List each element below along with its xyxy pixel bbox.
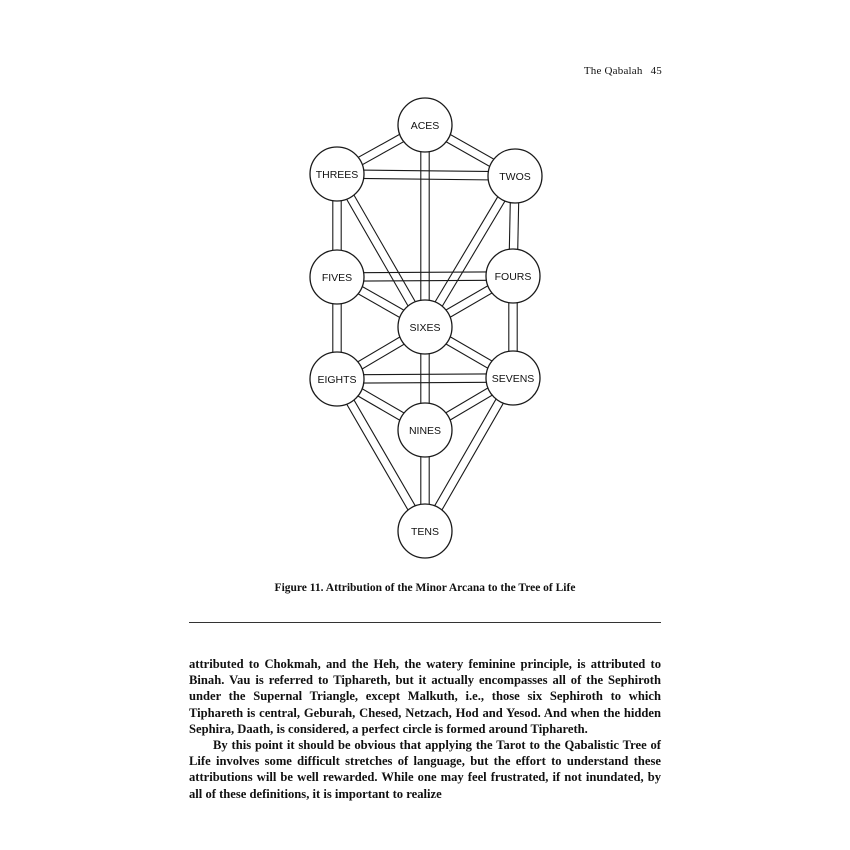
node-label: THREES [315, 169, 359, 181]
node-label: TENS [410, 526, 440, 538]
node-sixes [398, 300, 452, 354]
node-nines [398, 403, 452, 457]
divider-rule [189, 622, 661, 623]
node-fours [486, 249, 540, 303]
node-label: SIXES [409, 322, 441, 334]
node-twos [488, 149, 542, 203]
figure-caption: Figure 11. Attribution of the Minor Arcana to the Tree of Life [274, 582, 576, 594]
node-fives [310, 250, 364, 304]
page-number: 45 [650, 65, 662, 77]
node-tens [398, 504, 452, 558]
paragraph-2: By this point it should be obvious that applying the Tarot to the Qabalistic Tree of Life involves some difficult stretches of language, but the effort to understand these attributions will be well rewarded. While one may feel frustrated, if not inundated, by all of these definitions, it is important to realize [189, 738, 661, 801]
node-label: NINES [408, 425, 442, 437]
tree-nodes [310, 98, 542, 558]
node-label: FIVES [321, 272, 353, 284]
node-label: ACES [410, 120, 440, 132]
node-sevens [486, 351, 540, 405]
body-text [189, 656, 661, 802]
path-aces-sixes [421, 125, 429, 327]
node-threes [310, 147, 364, 201]
node-eights [310, 352, 364, 406]
node-aces [398, 98, 452, 152]
node-label: TWOS [499, 171, 531, 183]
node-label: FOURS [494, 271, 532, 283]
running-title: The Qabalah [583, 65, 643, 77]
node-label: EIGHTS [317, 374, 357, 386]
node-label: SEVENS [491, 373, 535, 385]
paragraph-1: attributed to Chokmah, and the Heh, the watery feminine principle, is attributed to Binah. Vau is referred to Tiphareth, but it actually encompasses all of the Sephiroth under the Supernal Triangle, except Malkuth, i.e., those six Sephiroth to which Tiphareth is central, Geburah, Chesed, Netzach, Hod and Yesod. And when the hidden Sephira, Daath, is considered, a perfect circle is formed around Tiphareth. [189, 657, 661, 736]
